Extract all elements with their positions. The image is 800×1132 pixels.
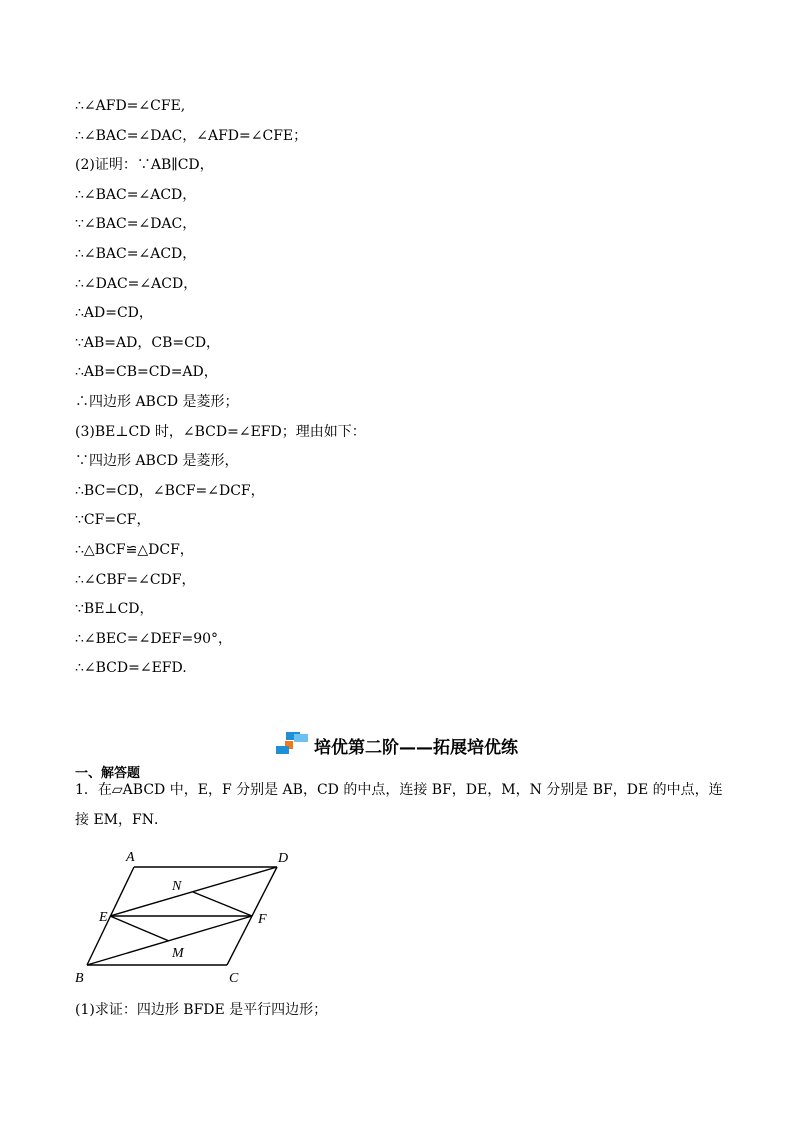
- proof-line: ∴∠BAC=∠ACD，: [75, 187, 197, 203]
- label-b: B: [75, 971, 84, 986]
- proof-line: ∵∠BAC=∠DAC，: [75, 216, 197, 232]
- question-line-2: 接 EM，FN．: [75, 812, 168, 828]
- proof-line: ∴∠DAC=∠ACD，: [75, 276, 198, 292]
- proof-line: ∵BE⊥CD，: [75, 601, 154, 617]
- proof-line: ∴∠BAC=∠DAC，∠AFD=∠CFE；: [75, 128, 308, 144]
- proof-line: ∴BC=CD，∠BCF=∠DCF，: [75, 483, 265, 499]
- label-n: N: [172, 879, 182, 894]
- proof-line: ∴∠BAC=∠ACD，: [75, 246, 197, 262]
- proof-line: ∴AD=CD，: [75, 305, 153, 321]
- parallelogram-figure: [72, 845, 312, 994]
- proof-line: ∴△BCF≌△DCF，: [75, 542, 194, 558]
- label-f: F: [258, 912, 267, 927]
- section-title: [276, 730, 518, 760]
- label-d: D: [278, 851, 289, 866]
- proof-line: ∴AB=CB=CD=AD，: [75, 364, 218, 380]
- label-m: M: [172, 946, 184, 961]
- proof-line: ∵AB=AD，CB=CD，: [75, 335, 221, 351]
- segment-em: [110, 916, 169, 941]
- section-badge-icon: [276, 732, 310, 758]
- proof-line: ∴∠AFD=∠CFE,: [75, 98, 186, 114]
- proof-line: ∴∠CBF=∠CDF，: [75, 572, 196, 588]
- section-heading: 一、解答题: [75, 766, 141, 781]
- parallelogram-diagram: [72, 845, 312, 990]
- segment-fn: [193, 892, 252, 916]
- section-title-text: 培优第二阶——拓展培优练: [314, 737, 518, 758]
- proof-line: ∵CF=CF，: [75, 512, 151, 528]
- label-a: A: [126, 850, 135, 865]
- proof-line: ∴∠BCD=∠EFD.: [75, 660, 187, 676]
- proof-line: ∵四边形 ABCD 是菱形，: [75, 453, 239, 469]
- label-e: E: [99, 910, 108, 925]
- question-line-1: 1．在▱ABCD 中，E，F 分别是 AB，CD 的中点，连接 BF，DE，M，N 分别是 BF，DE 的中点，连: [75, 782, 723, 798]
- proof-line: ∴四边形 ABCD 是菱形；: [75, 394, 239, 410]
- question-part-1: (1)求证：四边形 BFDE 是平行四边形；: [75, 1002, 328, 1018]
- label-c: C: [229, 971, 239, 986]
- proof-line: ∴∠BEC=∠DEF=90°，: [75, 631, 233, 647]
- segment-bf: [87, 916, 252, 965]
- proof-line: (3)BE⊥CD 时，∠BCD=∠EFD；理由如下：: [75, 424, 366, 440]
- proof-line: (2)证明：∵AB∥CD，: [75, 157, 214, 173]
